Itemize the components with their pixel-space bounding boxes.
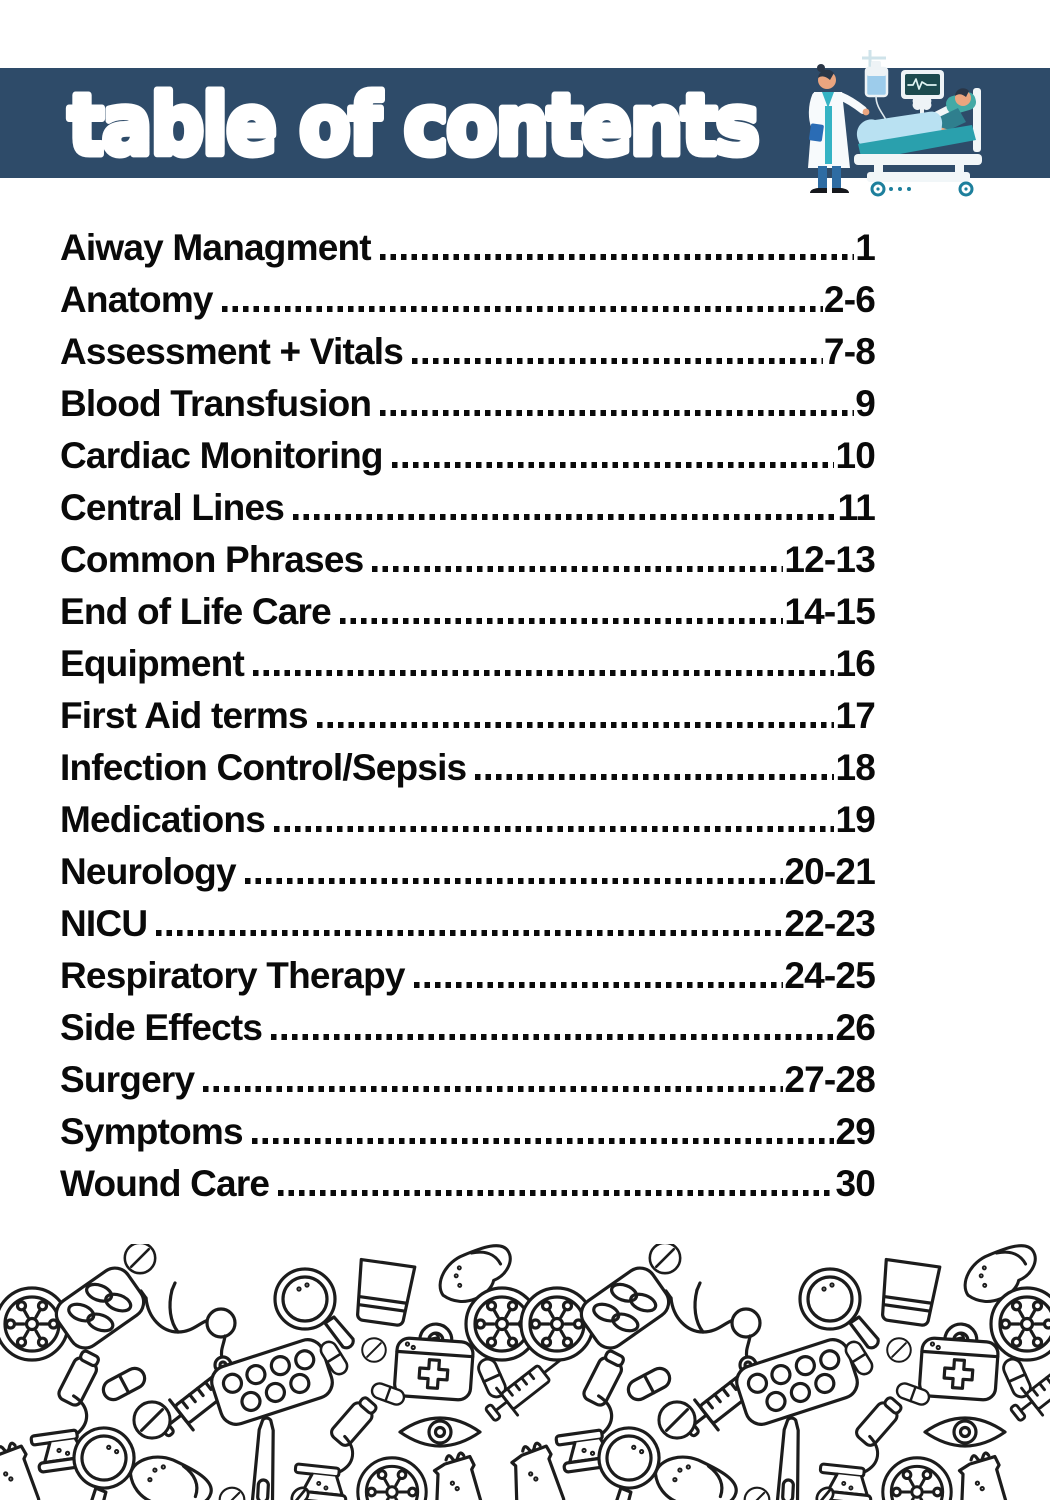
toc-entry-pages: 14-15 [784, 591, 875, 632]
toc-entry [60, 326, 875, 378]
toc-entry-pages: 29 [835, 1111, 875, 1152]
bed-frame [854, 154, 982, 165]
toc-entry-label: Equipment [60, 643, 244, 684]
toc-entry-label: Blood Transfusion [60, 383, 372, 424]
toc-entry-pages: 19 [835, 799, 875, 840]
toc-entry-pages: 9 [855, 383, 875, 424]
toc-entry [60, 482, 875, 534]
toc-entry [60, 1158, 875, 1210]
toc-entry-label: Wound Care [60, 1163, 270, 1204]
toc-leader-dots [392, 462, 835, 468]
toc-entry [60, 950, 875, 1002]
toc-entry [60, 274, 875, 326]
toc-leader-dots [317, 722, 835, 728]
toc-entry-pages: 30 [835, 1163, 875, 1204]
toc-entry [60, 222, 875, 274]
toc-leader-dots [412, 358, 823, 364]
toc-entry [60, 690, 875, 742]
toc-entry-pages: 2-6 [823, 279, 875, 320]
toc-entry [60, 586, 875, 638]
toc-entry [60, 1002, 875, 1054]
toc-entry-pages: 11 [837, 487, 875, 528]
toc-entry [60, 378, 875, 430]
toc-entry [60, 1054, 875, 1106]
toc-entry-label: Common Phrases [60, 539, 364, 580]
toc-entry-pages: 22-23 [784, 903, 875, 944]
toc-leader-dots [203, 1086, 783, 1092]
toc-list [60, 222, 875, 1210]
toc-entry-pages: 12-13 [784, 539, 875, 580]
toc-entry-label: Infection Control/Sepsis [60, 747, 467, 788]
toc-entry-pages: 24-25 [784, 955, 875, 996]
toc-entry [60, 898, 875, 950]
toc-entry-pages: 16 [835, 643, 875, 684]
toc-entry [60, 638, 875, 690]
toc-entry-pages: 18 [835, 747, 875, 788]
toc-entry-label: First Aid terms [60, 695, 308, 736]
toc-entry-label: Cardiac Monitoring [60, 435, 383, 476]
toc-leader-dots [372, 566, 783, 572]
toc-entry-label: Assessment + Vitals [60, 331, 404, 372]
toc-entry [60, 534, 875, 586]
toc-entry-pages: 1 [855, 227, 875, 268]
toc-leader-dots [156, 930, 783, 936]
toc-leader-dots [380, 254, 854, 260]
toc-entry [60, 846, 875, 898]
toc-leader-dots [380, 410, 854, 416]
toc-entry [60, 1106, 875, 1158]
toc-entry-pages: 10 [835, 435, 875, 476]
toc-entry-label: Medications [60, 799, 266, 840]
toc-leader-dots [414, 982, 784, 988]
toc-entry [60, 742, 875, 794]
toc-entry-pages: 26 [835, 1007, 875, 1048]
medical-doodle-pattern [0, 1244, 1050, 1500]
doctor-hospital-bed-illustration [770, 48, 1005, 198]
toc-entry-label: Aiway Managment [60, 227, 371, 268]
toc-entry-label: Neurology [60, 851, 236, 892]
toc-entry-pages: 17 [835, 695, 875, 736]
toc-leader-dots [475, 774, 834, 780]
toc-leader-dots [253, 670, 834, 676]
toc-entry-label: Surgery [60, 1059, 195, 1100]
toc-entry-label: Respiratory Therapy [60, 955, 405, 996]
toc-entry-label: Central Lines [60, 487, 284, 528]
clipboard-icon [809, 123, 824, 142]
toc-leader-dots [245, 878, 784, 884]
toc-entry-label: Symptoms [60, 1111, 243, 1152]
toc-leader-dots [252, 1138, 835, 1144]
toc-leader-dots [274, 826, 834, 832]
toc-leader-dots [278, 1190, 834, 1196]
toc-entry [60, 794, 875, 846]
toc-entry-label: Anatomy [60, 279, 213, 320]
toc-leader-dots [222, 306, 823, 312]
toc-entry [60, 430, 875, 482]
toc-entry-label: NICU [60, 903, 148, 944]
toc-leader-dots [340, 618, 783, 624]
toc-entry-pages: 20-21 [784, 851, 875, 892]
page-title-wrap [58, 62, 788, 182]
toc-leader-dots [293, 514, 836, 520]
toc-entry-pages: 7-8 [823, 331, 875, 372]
toc-entry-label: End of Life Care [60, 591, 331, 632]
toc-entry-pages: 27-28 [784, 1059, 875, 1100]
toc-entry-label: Side Effects [60, 1007, 263, 1048]
page-title: table of contents [68, 76, 758, 174]
toc-leader-dots [271, 1034, 834, 1040]
